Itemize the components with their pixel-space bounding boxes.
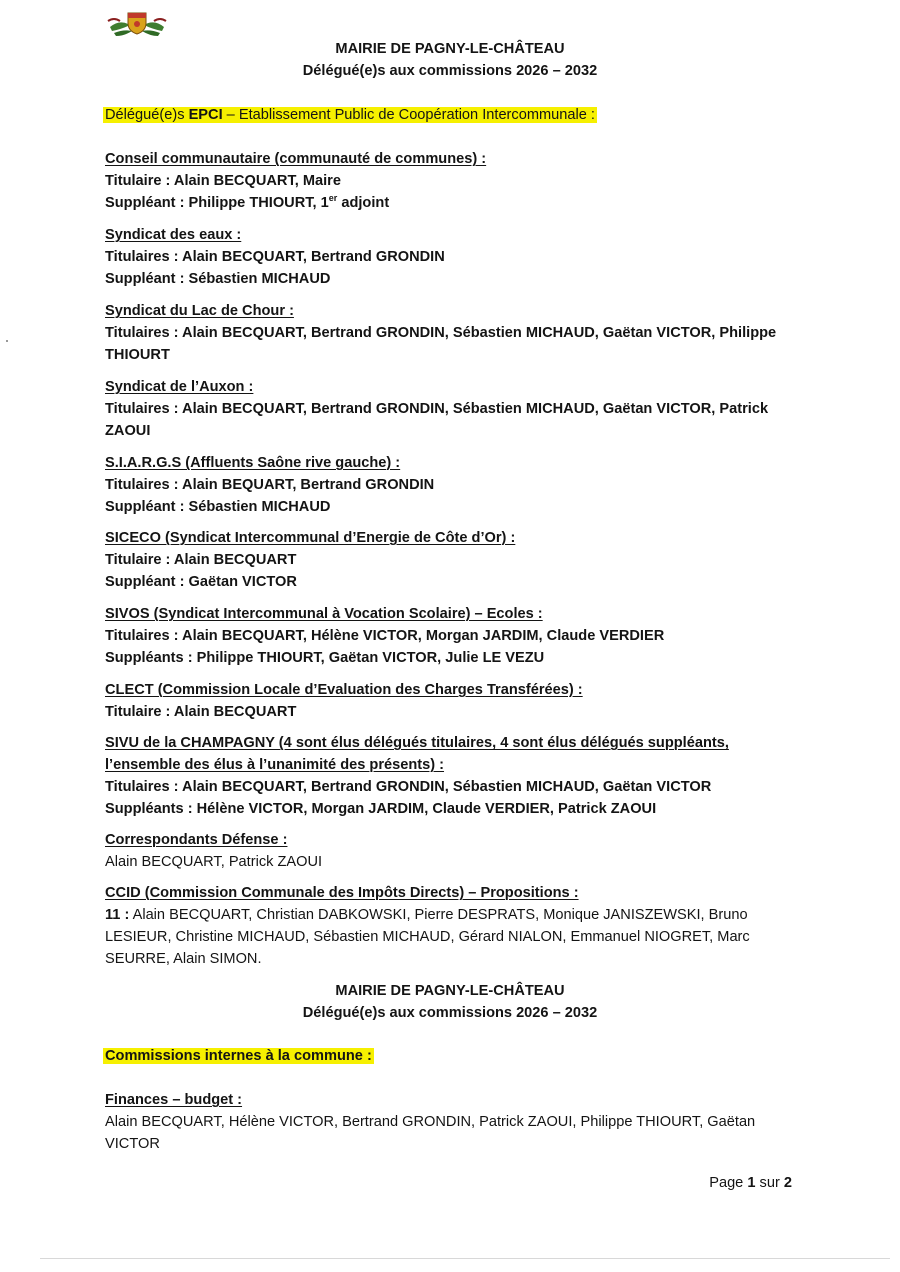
total-pages: 2 <box>783 1175 792 1191</box>
titulaires-line: Titulaires : Alain BECQUART, Bertrand GRONDIN, Sébastien MICHAUD, Gaëtan VICTOR, Patrick ZAOUI <box>105 401 769 439</box>
section-title: S.I.A.R.G.S (Affluents Saône rive gauche) : <box>105 455 401 471</box>
mairie-title: MAIRIE DE PAGNY-LE-CHÂTEAU <box>335 41 565 57</box>
page-header <box>0 38 900 82</box>
epci-acronym: EPCI <box>188 107 223 123</box>
page-middle: sur <box>755 1175 784 1191</box>
coat-of-arms-icon <box>106 9 168 39</box>
section-title: Correspondants Défense : <box>105 832 288 848</box>
scan-speck <box>6 340 8 342</box>
section-auxon <box>105 376 795 442</box>
suppleant-line: Suppléant : Sébastien MICHAUD <box>105 499 331 515</box>
suppleants-line: Suppléants : Hélène VICTOR, Morgan JARDIM, Claude VERDIER, Patrick ZAOUI <box>105 801 657 817</box>
titulaire-line: Titulaire : Alain BECQUART <box>105 704 297 720</box>
epci-rest: – Etablissement Public de Coopération Intercommunale : <box>222 107 595 123</box>
current-page: 1 <box>747 1175 756 1191</box>
member-names: Alain BECQUART, Christian DABKOWSKI, Pierre DESPRATS, Monique JANISZEWSKI, Bruno LESIEUR, Christine MICHAUD, Sébastien MICHAUD, Gérard NIALON, Emmanuel NIOGRET, Marc SEURRE, Alain SIMON. <box>105 907 750 967</box>
page-prefix: Page <box>709 1175 748 1191</box>
suppleant-line <box>105 192 795 214</box>
suppleant-line: Suppléant : Gaëtan VICTOR <box>105 574 297 590</box>
suppleants-line: Suppléants : Philippe THIOURT, Gaëtan VICTOR, Julie LE VEZU <box>105 650 545 666</box>
titulaires-line: Titulaires : Alain BECQUART, Hélène VICTOR, Morgan JARDIM, Claude VERDIER <box>105 628 665 644</box>
section-eaux <box>105 224 795 290</box>
section-title: SICECO (Syndicat Intercommunal d’Energie de Côte d’Or) : <box>105 530 516 546</box>
section-finances <box>105 1089 795 1155</box>
section-chour <box>105 300 795 366</box>
ordinal-superscript: er <box>328 193 338 204</box>
section-title: Syndicat de l’Auxon : <box>105 379 254 395</box>
page-header-repeat <box>0 980 900 1024</box>
document-subtitle: Délégué(e)s aux commissions 2026 – 2032 <box>302 1005 598 1021</box>
epci-highlight <box>103 107 597 123</box>
internes-heading <box>103 1045 374 1067</box>
names-line: Alain BECQUART, Patrick ZAOUI <box>105 854 323 870</box>
document-subtitle: Délégué(e)s aux commissions 2026 – 2032 <box>302 63 598 79</box>
suppleant-role: adjoint <box>337 195 390 211</box>
section-ccid <box>105 882 795 970</box>
titulaire-line: Titulaire : Alain BECQUART <box>105 552 297 568</box>
section-title: Conseil communautaire (communauté de communes) : <box>105 151 487 167</box>
epci-heading <box>103 104 597 126</box>
suppleant-text: Suppléant : Philippe THIOURT, 1 <box>105 195 329 211</box>
titulaire-line: Titulaire : Alain BECQUART, Maire <box>105 173 341 189</box>
section-siceco <box>105 527 795 593</box>
section-title: Syndicat des eaux : <box>105 227 242 243</box>
scan-edge-line <box>40 1258 890 1259</box>
section-siargs <box>105 452 795 518</box>
mairie-title: MAIRIE DE PAGNY-LE-CHÂTEAU <box>335 983 565 999</box>
titulaires-line: Titulaires : Alain BECQUART, Bertrand GRONDIN <box>105 249 445 265</box>
epci-prefix: Délégué(e)s <box>105 107 189 123</box>
suppleant-line: Suppléant : Sébastien MICHAUD <box>105 271 331 287</box>
titulaires-line: Titulaires : Alain BECQUART, Bertrand GRONDIN, Sébastien MICHAUD, Gaëtan VICTOR, Philippe THIOURT <box>105 325 777 363</box>
titulaires-line: Titulaires : Alain BEQUART, Bertrand GRONDIN <box>105 477 435 493</box>
page-number <box>709 1172 792 1194</box>
section-sivos <box>105 603 795 669</box>
section-defense <box>105 829 795 873</box>
internes-highlight: Commissions internes à la commune : <box>105 1048 372 1064</box>
section-title: SIVU de la CHAMPAGNY (4 sont élus délégués titulaires, 4 sont élus délégués suppléants, l’ensemble des élus à l’unanimité des présents) : <box>105 735 729 773</box>
section-title: Finances – budget : <box>105 1092 243 1108</box>
section-clect <box>105 679 795 723</box>
section-title: CCID (Commission Communale des Impôts Directs) – Propositions : <box>105 885 579 901</box>
section-title: CLECT (Commission Locale d’Evaluation des Charges Transférées) : <box>105 682 583 698</box>
section-sivu <box>105 732 795 820</box>
titulaires-line: Titulaires : Alain BECQUART, Bertrand GRONDIN, Sébastien MICHAUD, Gaëtan VICTOR <box>105 779 712 795</box>
names-paragraph: Alain BECQUART, Hélène VICTOR, Bertrand GRONDIN, Patrick ZAOUI, Philippe THIOURT, Gaëtan VICTOR <box>105 1114 756 1152</box>
member-count: 11 : <box>105 907 130 923</box>
section-title: SIVOS (Syndicat Intercommunal à Vocation Scolaire) – Ecoles : <box>105 606 543 622</box>
names-paragraph <box>105 904 795 970</box>
section-title: Syndicat du Lac de Chour : <box>105 303 294 319</box>
section-conseil <box>105 148 795 214</box>
